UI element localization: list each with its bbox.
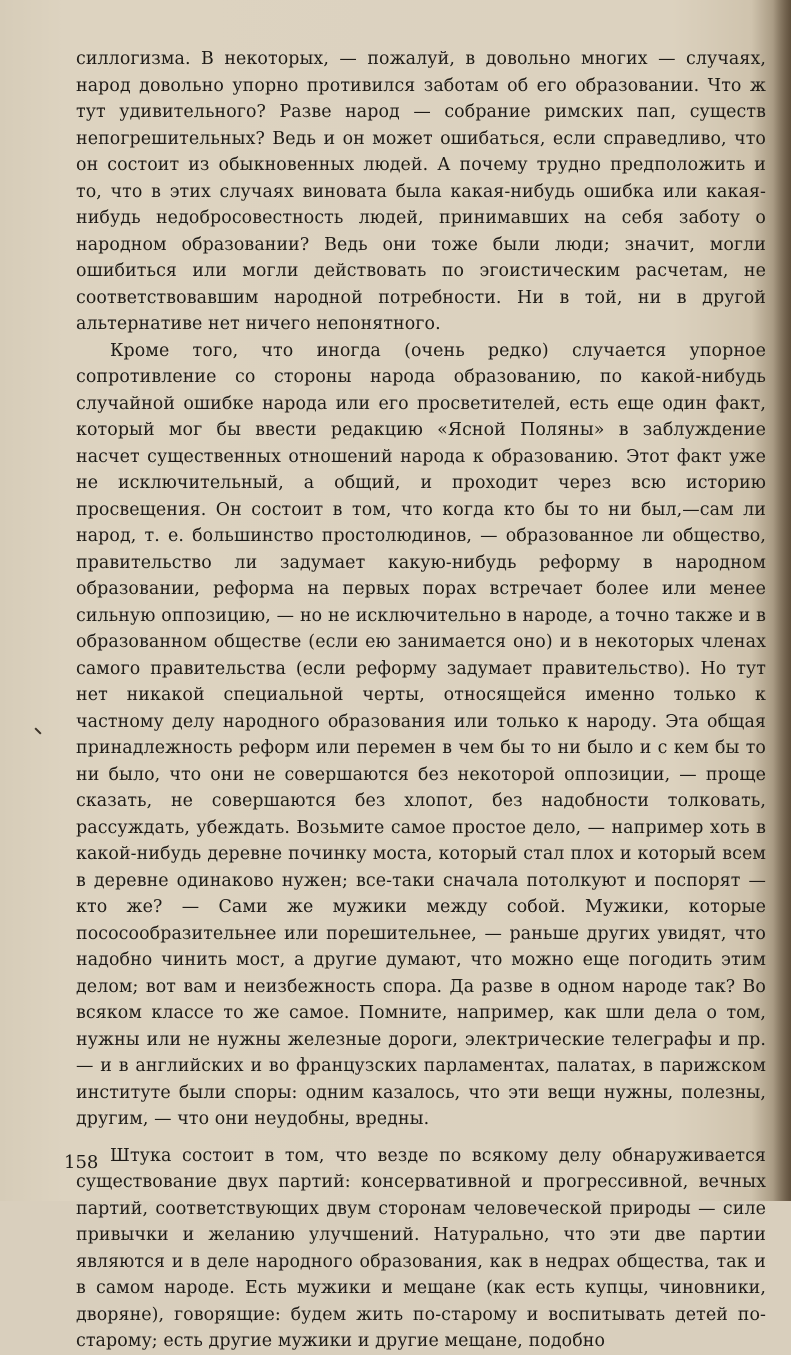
page-number: 158 [64, 1152, 99, 1173]
body-text [76, 46, 766, 1355]
paragraph-2: Кроме того, что иногда (очень редко) случается упорное сопротивление со стороны народа образованию, по какой-нибудь случайной ошибке народа или его просветителей, есть еще один факт, который мог бы ввести редакцию «Ясной Поляны» в заблуждение насчет существенных отношений народа к образованию. Этот факт уже не исключительный, а общий, и проходит через всю историю просвещения. Он состоит в том, что когда кто бы то ни был,—сам ли народ, т. е. большинство простолюдинов, — образованное ли общество, правительство ли задумает какую-нибудь реформу в народном образовании, реформа на первых порах встречает более или менее сильную оппозицию, — но не исключительно в народе, а точно также и в образованном обществе (если ею занимается оно) и в некоторых членах самого правительства (если реформу задумает правительство). Но тут нет никакой специальной черты, относящейся именно только к частному делу народного образования или только к народу. Эта общая принадлежность реформ или перемен в чем бы то ни было и с кем бы то ни было, что они не совершаются без некоторой оппозиции, — проще сказать, не совершаются без хлопот, без надобности толковать, рассуждать, убеждать. Возьмите самое простое дело, — например хоть в какой-нибудь деревне починку моста, который стал плох и который всем в деревне одинаково нужен; все-таки сначала потолкуют и поспорят — кто же? — Сами же мужики между собой. Мужики, которые пососообразительнее или порешительнее, — раньше других увидят, что надобно чинить мост, а другие думают, что можно еще погодить этим делом; вот вам и неизбежность спора. Да разве в одном народе так? Во всяком классе то же самое. Помните, например, как шли дела о том, нужны или не нужны железные дороги, электрические телеграфы и пр. — и в английских и во французских парламентах, палатах, в парижском институте были споры: одним казалось, что эти вещи нужны, полезны, другим, — что они неудобны, вредны. [76, 340, 766, 1129]
spine-shadow [773, 0, 791, 1201]
paragraph-1: силлогизма. В некоторых, — пожалуй, в довольно многих — случаях, народ довольно упорно противился заботам об его образовании. Что ж тут удивительного? Разве народ — собрание римских пап, существ непогрешительных? Ведь и он может ошибаться, если справедливо, что он состоит из обыкновенных людей. А почему трудно предположить и то, что в этих случаях виновата была какая-нибудь ошибка или какая-нибудь недобросовестность людей, принимавших на себя заботу о народном образовании? Ведь они тоже были люди; значит, могли ошибиться или могли действовать по эгоистическим расчетам, не соответствовавшим народной потребности. Ни в той, ни в другой альтернативе нет ничего непонятного. [76, 49, 766, 334]
paragraph-3: Штука состоит в том, что везде по всякому делу обнаруживается существование двух партий: консервативной и прогрессивной, вечных партий, соответствующих двум сторонам человеческой природы — силе привычки и желанию улучшений. Натурально, что эти две партии являются и в деле народного образования, как в недрах общества, так и в самом народе. Есть мужики и мещане (как есть купцы, чиновники, дворяне), говорящие: будем жить по-старому и воспитывать детей по-старому; есть другие мужики и другие мещане, подобно [76, 1145, 766, 1351]
stray-ink-mark [34, 727, 41, 734]
